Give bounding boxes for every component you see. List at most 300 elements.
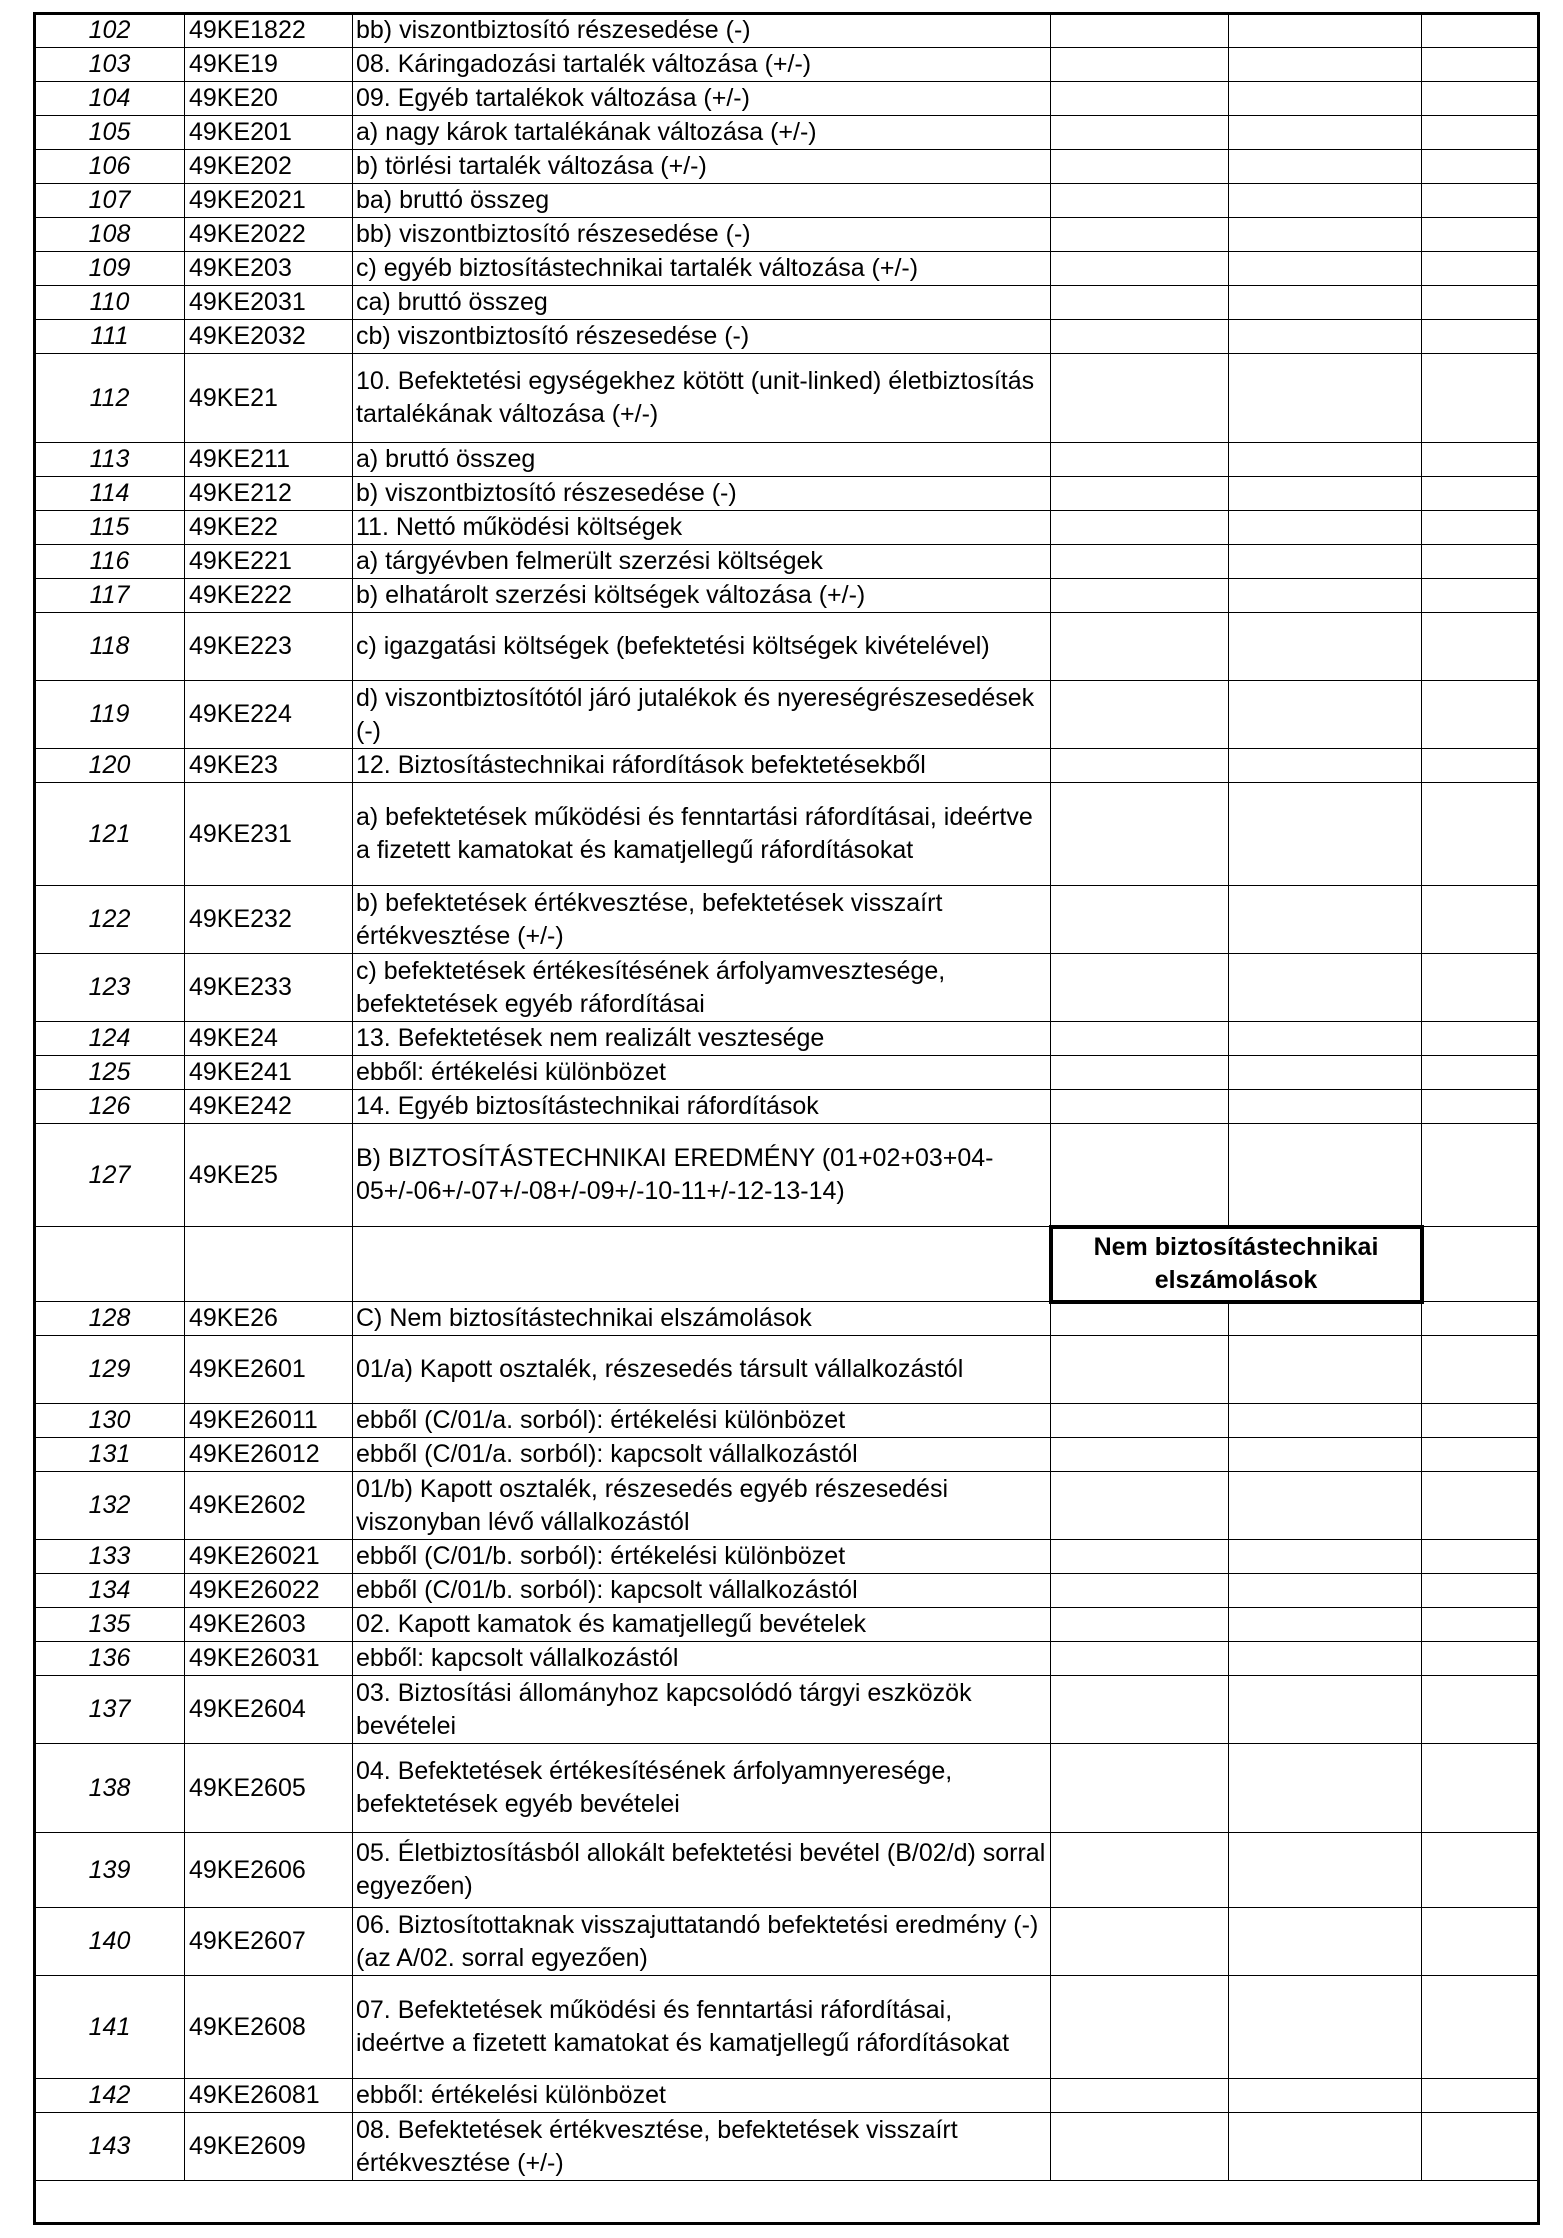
row-code: 49KE242 bbox=[185, 1090, 353, 1124]
row-description: cb) viszontbiztosító részesedése (-) bbox=[353, 320, 1051, 354]
row-code: 49KE2602 bbox=[185, 1472, 353, 1540]
value-cell[interactable] bbox=[1051, 48, 1229, 82]
row-code: 49KE221 bbox=[185, 545, 353, 579]
value-cell[interactable] bbox=[1422, 184, 1540, 218]
row-description: 06. Biztosítottaknak visszajuttatandó befektetési eredmény (-) (az A/02. sorral egyezően) bbox=[353, 1908, 1051, 1976]
table-row bbox=[35, 511, 1540, 545]
value-cell[interactable] bbox=[1229, 1608, 1422, 1642]
value-cell[interactable] bbox=[1229, 82, 1422, 116]
value-cell[interactable] bbox=[1229, 1438, 1422, 1472]
value-cell[interactable] bbox=[1229, 1090, 1422, 1124]
value-cell[interactable] bbox=[1229, 218, 1422, 252]
table-row bbox=[35, 1472, 1540, 1540]
value-cell[interactable] bbox=[1422, 1056, 1540, 1090]
table-row bbox=[35, 218, 1540, 252]
row-description: ba) bruttó összeg bbox=[353, 184, 1051, 218]
value-cell[interactable] bbox=[1051, 1976, 1229, 2079]
row-number: 117 bbox=[35, 579, 185, 613]
value-cell[interactable] bbox=[1422, 1124, 1540, 1227]
value-cell[interactable] bbox=[1229, 116, 1422, 150]
table-row bbox=[35, 1908, 1540, 1976]
row-number: 134 bbox=[35, 1574, 185, 1608]
table-row bbox=[35, 1574, 1540, 1608]
row-code: 49KE26022 bbox=[185, 1574, 353, 1608]
row-code: 49KE26012 bbox=[185, 1438, 353, 1472]
row-number: 133 bbox=[35, 1540, 185, 1574]
value-cell[interactable] bbox=[1229, 1022, 1422, 1056]
row-number: 127 bbox=[35, 1124, 185, 1227]
value-cell[interactable] bbox=[1422, 1833, 1540, 1908]
value-cell[interactable] bbox=[1051, 1608, 1229, 1642]
row-code: 49KE224 bbox=[185, 681, 353, 749]
value-cell[interactable] bbox=[1229, 511, 1422, 545]
table-row bbox=[35, 1676, 1540, 1744]
value-cell[interactable] bbox=[1422, 252, 1540, 286]
value-cell[interactable] bbox=[1051, 1744, 1229, 1833]
row-code: 49KE222 bbox=[185, 579, 353, 613]
row-number: 104 bbox=[35, 82, 185, 116]
row-number bbox=[35, 1227, 185, 1302]
row-number: 141 bbox=[35, 1976, 185, 2079]
value-cell[interactable] bbox=[1422, 1090, 1540, 1124]
row-code: 49KE19 bbox=[185, 48, 353, 82]
row-description: ebből (C/01/b. sorból): értékelési különbözet bbox=[353, 1540, 1051, 1574]
row-description: 14. Egyéb biztosítástechnikai ráfordítások bbox=[353, 1090, 1051, 1124]
row-description bbox=[353, 1227, 1051, 1302]
row-description: 04. Befektetések értékesítésének árfolyamnyeresége, befektetések egyéb bevételei bbox=[353, 1744, 1051, 1833]
row-code: 49KE201 bbox=[185, 116, 353, 150]
value-cell[interactable] bbox=[1422, 954, 1540, 1022]
value-cell[interactable] bbox=[1051, 1676, 1229, 1744]
row-description: ebből: értékelési különbözet bbox=[353, 1056, 1051, 1090]
value-cell[interactable] bbox=[1422, 116, 1540, 150]
value-cell[interactable] bbox=[1051, 184, 1229, 218]
row-description: 09. Egyéb tartalékok változása (+/-) bbox=[353, 82, 1051, 116]
row-code: 49KE26031 bbox=[185, 1642, 353, 1676]
row-code: 49KE25 bbox=[185, 1124, 353, 1227]
row-description: ca) bruttó összeg bbox=[353, 286, 1051, 320]
value-cell[interactable] bbox=[1229, 1976, 1422, 2079]
value-cell[interactable] bbox=[1051, 1336, 1229, 1404]
row-description: a) befektetések működési és fenntartási ráfordításai, ideértve a fizetett kamatokat és kamatjellegű ráfordításokat bbox=[353, 783, 1051, 886]
row-description: 07. Befektetések működési és fenntartási ráfordításai, ideértve a fizetett kamatokat és kamatjellegű ráfordításokat bbox=[353, 1976, 1051, 2079]
row-code: 49KE1822 bbox=[185, 14, 353, 48]
value-cell[interactable] bbox=[1229, 579, 1422, 613]
row-number: 135 bbox=[35, 1608, 185, 1642]
table-row bbox=[35, 1833, 1540, 1908]
row-number: 137 bbox=[35, 1676, 185, 1744]
row-code: 49KE2604 bbox=[185, 1676, 353, 1744]
value-cell[interactable] bbox=[1229, 613, 1422, 681]
row-number: 110 bbox=[35, 286, 185, 320]
value-cell[interactable] bbox=[1229, 150, 1422, 184]
value-cell[interactable] bbox=[1229, 1574, 1422, 1608]
row-number: 116 bbox=[35, 545, 185, 579]
value-cell[interactable] bbox=[1051, 1908, 1229, 1976]
ledger-table bbox=[34, 13, 1540, 2181]
value-cell[interactable] bbox=[1229, 1833, 1422, 1908]
row-number: 121 bbox=[35, 783, 185, 886]
value-cell[interactable] bbox=[1422, 579, 1540, 613]
value-cell[interactable] bbox=[1229, 443, 1422, 477]
value-cell[interactable] bbox=[1051, 1833, 1229, 1908]
value-cell[interactable] bbox=[1229, 545, 1422, 579]
value-cell[interactable] bbox=[1422, 150, 1540, 184]
table-row bbox=[35, 184, 1540, 218]
value-cell[interactable] bbox=[1422, 477, 1540, 511]
table-row bbox=[35, 545, 1540, 579]
row-number: 115 bbox=[35, 511, 185, 545]
value-cell[interactable] bbox=[1422, 320, 1540, 354]
value-cell[interactable] bbox=[1422, 48, 1540, 82]
row-number: 107 bbox=[35, 184, 185, 218]
row-description: 13. Befektetések nem realizált vesztesége bbox=[353, 1022, 1051, 1056]
value-cell[interactable] bbox=[1051, 443, 1229, 477]
table-row bbox=[35, 1608, 1540, 1642]
value-cell[interactable] bbox=[1051, 2113, 1229, 2181]
row-code: 49KE26021 bbox=[185, 1540, 353, 1574]
row-description: C) Nem biztosítástechnikai elszámolások bbox=[353, 1302, 1051, 1336]
row-description: 05. Életbiztosításból allokált befektetési bevétel (B/02/d) sorral egyezően) bbox=[353, 1833, 1051, 1908]
row-number: 123 bbox=[35, 954, 185, 1022]
value-cell[interactable] bbox=[1051, 320, 1229, 354]
value-cell[interactable] bbox=[1051, 1472, 1229, 1540]
row-number: 125 bbox=[35, 1056, 185, 1090]
row-code: 49KE2601 bbox=[185, 1336, 353, 1404]
row-description: 02. Kapott kamatok és kamatjellegű bevételek bbox=[353, 1608, 1051, 1642]
row-description: d) viszontbiztosítótól járó jutalékok és nyereségrészesedések (-) bbox=[353, 681, 1051, 749]
value-cell[interactable] bbox=[1229, 252, 1422, 286]
row-code: 49KE26011 bbox=[185, 1404, 353, 1438]
row-code: 49KE20 bbox=[185, 82, 353, 116]
value-cell[interactable] bbox=[1422, 1302, 1540, 1336]
row-description: 01/a) Kapott osztalék, részesedés társult vállalkozástól bbox=[353, 1336, 1051, 1404]
row-description: 10. Befektetési egységekhez kötött (unit-linked) életbiztosítás tartalékának változása (+/-) bbox=[353, 354, 1051, 443]
table-row bbox=[35, 82, 1540, 116]
value-cell[interactable] bbox=[1422, 749, 1540, 783]
row-number: 108 bbox=[35, 218, 185, 252]
row-number: 111 bbox=[35, 320, 185, 354]
row-code: 49KE202 bbox=[185, 150, 353, 184]
row-code: 49KE231 bbox=[185, 783, 353, 886]
value-cell[interactable] bbox=[1229, 749, 1422, 783]
row-code: 49KE241 bbox=[185, 1056, 353, 1090]
row-code: 49KE2603 bbox=[185, 1608, 353, 1642]
value-cell[interactable] bbox=[1422, 1438, 1540, 1472]
row-description: 11. Nettó működési költségek bbox=[353, 511, 1051, 545]
row-code: 49KE212 bbox=[185, 477, 353, 511]
value-cell[interactable] bbox=[1422, 1404, 1540, 1438]
row-code: 49KE2022 bbox=[185, 218, 353, 252]
column-header-nem-biztositastechnikai: Nem biztosítástechnikai elszámolások bbox=[1051, 1227, 1422, 1302]
value-cell[interactable] bbox=[1422, 1642, 1540, 1676]
row-number: 103 bbox=[35, 48, 185, 82]
row-number: 130 bbox=[35, 1404, 185, 1438]
row-code: 49KE26 bbox=[185, 1302, 353, 1336]
table-row bbox=[35, 2113, 1540, 2181]
value-cell[interactable] bbox=[1422, 613, 1540, 681]
value-cell[interactable] bbox=[1229, 1642, 1422, 1676]
row-number: 124 bbox=[35, 1022, 185, 1056]
value-cell[interactable] bbox=[1051, 579, 1229, 613]
row-number: 129 bbox=[35, 1336, 185, 1404]
value-cell[interactable] bbox=[1051, 1438, 1229, 1472]
value-cell[interactable] bbox=[1422, 886, 1540, 954]
value-cell[interactable] bbox=[1422, 2113, 1540, 2181]
table-row bbox=[35, 1124, 1540, 1227]
table-row bbox=[35, 1744, 1540, 1833]
table-row bbox=[35, 1302, 1540, 1336]
row-number: 143 bbox=[35, 2113, 185, 2181]
value-cell[interactable] bbox=[1229, 1404, 1422, 1438]
table-row bbox=[35, 2079, 1540, 2113]
row-number: 138 bbox=[35, 1744, 185, 1833]
row-description: c) befektetések értékesítésének árfolyamvesztesége, befektetések egyéb ráfordításai bbox=[353, 954, 1051, 1022]
value-cell[interactable] bbox=[1051, 2079, 1229, 2113]
value-cell[interactable] bbox=[1422, 1608, 1540, 1642]
value-cell[interactable] bbox=[1051, 477, 1229, 511]
ledger-body bbox=[35, 14, 1540, 2181]
row-code: 49KE2021 bbox=[185, 184, 353, 218]
value-cell[interactable] bbox=[1051, 681, 1229, 749]
table-row bbox=[35, 48, 1540, 82]
row-number: 136 bbox=[35, 1642, 185, 1676]
value-cell[interactable] bbox=[1051, 613, 1229, 681]
row-number: 113 bbox=[35, 443, 185, 477]
table-row bbox=[35, 1022, 1540, 1056]
value-cell[interactable] bbox=[1229, 1056, 1422, 1090]
value-cell[interactable] bbox=[1229, 48, 1422, 82]
row-number: 126 bbox=[35, 1090, 185, 1124]
value-cell[interactable] bbox=[1051, 1090, 1229, 1124]
value-cell[interactable] bbox=[1051, 354, 1229, 443]
table-row bbox=[35, 1642, 1540, 1676]
row-description: ebből (C/01/a. sorból): kapcsolt vállalkozástól bbox=[353, 1438, 1051, 1472]
value-cell[interactable] bbox=[1422, 1574, 1540, 1608]
value-cell[interactable] bbox=[1422, 545, 1540, 579]
row-code: 49KE2606 bbox=[185, 1833, 353, 1908]
table-row bbox=[35, 783, 1540, 886]
row-number: 105 bbox=[35, 116, 185, 150]
value-cell[interactable] bbox=[1422, 218, 1540, 252]
table-row bbox=[35, 749, 1540, 783]
value-cell[interactable] bbox=[1051, 1302, 1229, 1336]
row-code bbox=[185, 1227, 353, 1302]
value-cell[interactable] bbox=[1229, 1302, 1422, 1336]
value-cell[interactable] bbox=[1422, 511, 1540, 545]
value-cell[interactable] bbox=[1229, 1336, 1422, 1404]
row-code: 49KE2608 bbox=[185, 1976, 353, 2079]
row-code: 49KE2032 bbox=[185, 320, 353, 354]
value-cell[interactable] bbox=[1229, 184, 1422, 218]
row-number: 122 bbox=[35, 886, 185, 954]
row-code: 49KE22 bbox=[185, 511, 353, 545]
row-number: 132 bbox=[35, 1472, 185, 1540]
row-description: b) viszontbiztosító részesedése (-) bbox=[353, 477, 1051, 511]
table-row bbox=[35, 1336, 1540, 1404]
row-code: 49KE2607 bbox=[185, 1908, 353, 1976]
value-cell[interactable] bbox=[1051, 1540, 1229, 1574]
row-number: 131 bbox=[35, 1438, 185, 1472]
value-cell[interactable] bbox=[1051, 252, 1229, 286]
row-number: 102 bbox=[35, 14, 185, 48]
table-row bbox=[35, 252, 1540, 286]
row-number: 120 bbox=[35, 749, 185, 783]
row-code: 49KE232 bbox=[185, 886, 353, 954]
row-description: 03. Biztosítási állományhoz kapcsolódó tárgyi eszközök bevételei bbox=[353, 1676, 1051, 1744]
row-code: 49KE26081 bbox=[185, 2079, 353, 2113]
row-code: 49KE2031 bbox=[185, 286, 353, 320]
row-description: B) BIZTOSÍTÁSTECHNIKAI EREDMÉNY (01+02+03+04-05+/-06+/-07+/-08+/-09+/-10-11+/-12-13-14) bbox=[353, 1124, 1051, 1227]
row-description: ebből (C/01/a. sorból): értékelési különbözet bbox=[353, 1404, 1051, 1438]
value-cell[interactable] bbox=[1051, 116, 1229, 150]
row-number: 128 bbox=[35, 1302, 185, 1336]
value-cell[interactable] bbox=[1422, 1540, 1540, 1574]
table-row bbox=[35, 286, 1540, 320]
value-cell[interactable] bbox=[1229, 2113, 1422, 2181]
value-cell[interactable] bbox=[1422, 1022, 1540, 1056]
value-cell[interactable] bbox=[1051, 82, 1229, 116]
table-row bbox=[35, 150, 1540, 184]
row-description: ebből: kapcsolt vállalkozástól bbox=[353, 1642, 1051, 1676]
value-cell[interactable] bbox=[1051, 886, 1229, 954]
value-cell[interactable] bbox=[1051, 286, 1229, 320]
value-cell[interactable] bbox=[1229, 1540, 1422, 1574]
row-description: ebből (C/01/b. sorból): kapcsolt vállalkozástól bbox=[353, 1574, 1051, 1608]
row-description: 08. Befektetések értékvesztése, befektetések visszaírt értékvesztése (+/-) bbox=[353, 2113, 1051, 2181]
value-cell[interactable] bbox=[1422, 82, 1540, 116]
table-row bbox=[35, 320, 1540, 354]
value-cell[interactable] bbox=[1051, 218, 1229, 252]
row-number: 142 bbox=[35, 2079, 185, 2113]
row-number: 139 bbox=[35, 1833, 185, 1908]
table-row bbox=[35, 443, 1540, 477]
value-cell[interactable] bbox=[1422, 681, 1540, 749]
value-cell[interactable] bbox=[1051, 954, 1229, 1022]
value-cell[interactable] bbox=[1229, 1124, 1422, 1227]
row-number: 112 bbox=[35, 354, 185, 443]
value-cell[interactable] bbox=[1422, 1744, 1540, 1833]
value-cell[interactable] bbox=[1051, 749, 1229, 783]
row-description: 01/b) Kapott osztalék, részesedés egyéb részesedési viszonyban lévő vállalkozástól bbox=[353, 1472, 1051, 1540]
table-row bbox=[35, 1976, 1540, 2079]
value-cell[interactable] bbox=[1422, 1227, 1540, 1302]
table-row bbox=[35, 477, 1540, 511]
row-number: 119 bbox=[35, 681, 185, 749]
value-cell[interactable] bbox=[1422, 14, 1540, 48]
value-cell[interactable] bbox=[1422, 1908, 1540, 1976]
value-cell[interactable] bbox=[1051, 1404, 1229, 1438]
value-cell[interactable] bbox=[1051, 1022, 1229, 1056]
value-cell[interactable] bbox=[1051, 511, 1229, 545]
row-code: 49KE2609 bbox=[185, 2113, 353, 2181]
row-description: a) nagy károk tartalékának változása (+/-) bbox=[353, 116, 1051, 150]
table-row bbox=[35, 613, 1540, 681]
row-code: 49KE24 bbox=[185, 1022, 353, 1056]
table-row bbox=[35, 886, 1540, 954]
row-description: a) tárgyévben felmerült szerzési költségek bbox=[353, 545, 1051, 579]
value-cell[interactable] bbox=[1051, 1124, 1229, 1227]
table-row bbox=[35, 354, 1540, 443]
section-header-row bbox=[35, 1227, 1540, 1302]
value-cell[interactable] bbox=[1422, 1976, 1540, 2079]
value-cell[interactable] bbox=[1229, 1744, 1422, 1833]
row-description: b) törlési tartalék változása (+/-) bbox=[353, 150, 1051, 184]
table-row bbox=[35, 1540, 1540, 1574]
row-code: 49KE2605 bbox=[185, 1744, 353, 1833]
value-cell[interactable] bbox=[1229, 783, 1422, 886]
row-code: 49KE223 bbox=[185, 613, 353, 681]
table-row bbox=[35, 1056, 1540, 1090]
table-row bbox=[35, 579, 1540, 613]
value-cell[interactable] bbox=[1051, 545, 1229, 579]
row-description: 12. Biztosítástechnikai ráfordítások befektetésekből bbox=[353, 749, 1051, 783]
value-cell[interactable] bbox=[1229, 320, 1422, 354]
row-description: bb) viszontbiztosító részesedése (-) bbox=[353, 14, 1051, 48]
value-cell[interactable] bbox=[1051, 1056, 1229, 1090]
row-code: 49KE233 bbox=[185, 954, 353, 1022]
value-cell[interactable] bbox=[1229, 1908, 1422, 1976]
value-cell[interactable] bbox=[1422, 1472, 1540, 1540]
row-description: a) bruttó összeg bbox=[353, 443, 1051, 477]
value-cell[interactable] bbox=[1229, 14, 1422, 48]
table-row bbox=[35, 14, 1540, 48]
table-row bbox=[35, 681, 1540, 749]
row-description: bb) viszontbiztosító részesedése (-) bbox=[353, 218, 1051, 252]
value-cell[interactable] bbox=[1229, 354, 1422, 443]
value-cell[interactable] bbox=[1051, 783, 1229, 886]
value-cell[interactable] bbox=[1422, 443, 1540, 477]
table-row bbox=[35, 954, 1540, 1022]
value-cell[interactable] bbox=[1422, 1676, 1540, 1744]
row-description: c) egyéb biztosítástechnikai tartalék változása (+/-) bbox=[353, 252, 1051, 286]
table-row bbox=[35, 1404, 1540, 1438]
value-cell[interactable] bbox=[1422, 783, 1540, 886]
row-description: c) igazgatási költségek (befektetési költségek kivételével) bbox=[353, 613, 1051, 681]
value-cell[interactable] bbox=[1229, 477, 1422, 511]
row-code: 49KE23 bbox=[185, 749, 353, 783]
value-cell[interactable] bbox=[1229, 681, 1422, 749]
table-row bbox=[35, 1438, 1540, 1472]
value-cell[interactable] bbox=[1422, 354, 1540, 443]
value-cell[interactable] bbox=[1229, 954, 1422, 1022]
row-description: 08. Káringadozási tartalék változása (+/-) bbox=[353, 48, 1051, 82]
row-number: 118 bbox=[35, 613, 185, 681]
row-description: b) befektetések értékvesztése, befektetések visszaírt értékvesztése (+/-) bbox=[353, 886, 1051, 954]
value-cell[interactable] bbox=[1229, 1472, 1422, 1540]
value-cell[interactable] bbox=[1422, 1336, 1540, 1404]
value-cell[interactable] bbox=[1229, 886, 1422, 954]
row-number: 106 bbox=[35, 150, 185, 184]
table-row bbox=[35, 116, 1540, 150]
value-cell[interactable] bbox=[1051, 1574, 1229, 1608]
row-description: ebből: értékelési különbözet bbox=[353, 2079, 1051, 2113]
value-cell[interactable] bbox=[1051, 14, 1229, 48]
row-number: 114 bbox=[35, 477, 185, 511]
row-number: 140 bbox=[35, 1908, 185, 1976]
table-row bbox=[35, 1090, 1540, 1124]
value-cell[interactable] bbox=[1422, 286, 1540, 320]
value-cell[interactable] bbox=[1229, 1676, 1422, 1744]
value-cell[interactable] bbox=[1229, 286, 1422, 320]
value-cell[interactable] bbox=[1422, 2079, 1540, 2113]
value-cell[interactable] bbox=[1051, 1642, 1229, 1676]
value-cell[interactable] bbox=[1229, 2079, 1422, 2113]
row-code: 49KE203 bbox=[185, 252, 353, 286]
row-code: 49KE21 bbox=[185, 354, 353, 443]
value-cell[interactable] bbox=[1051, 150, 1229, 184]
row-number: 109 bbox=[35, 252, 185, 286]
